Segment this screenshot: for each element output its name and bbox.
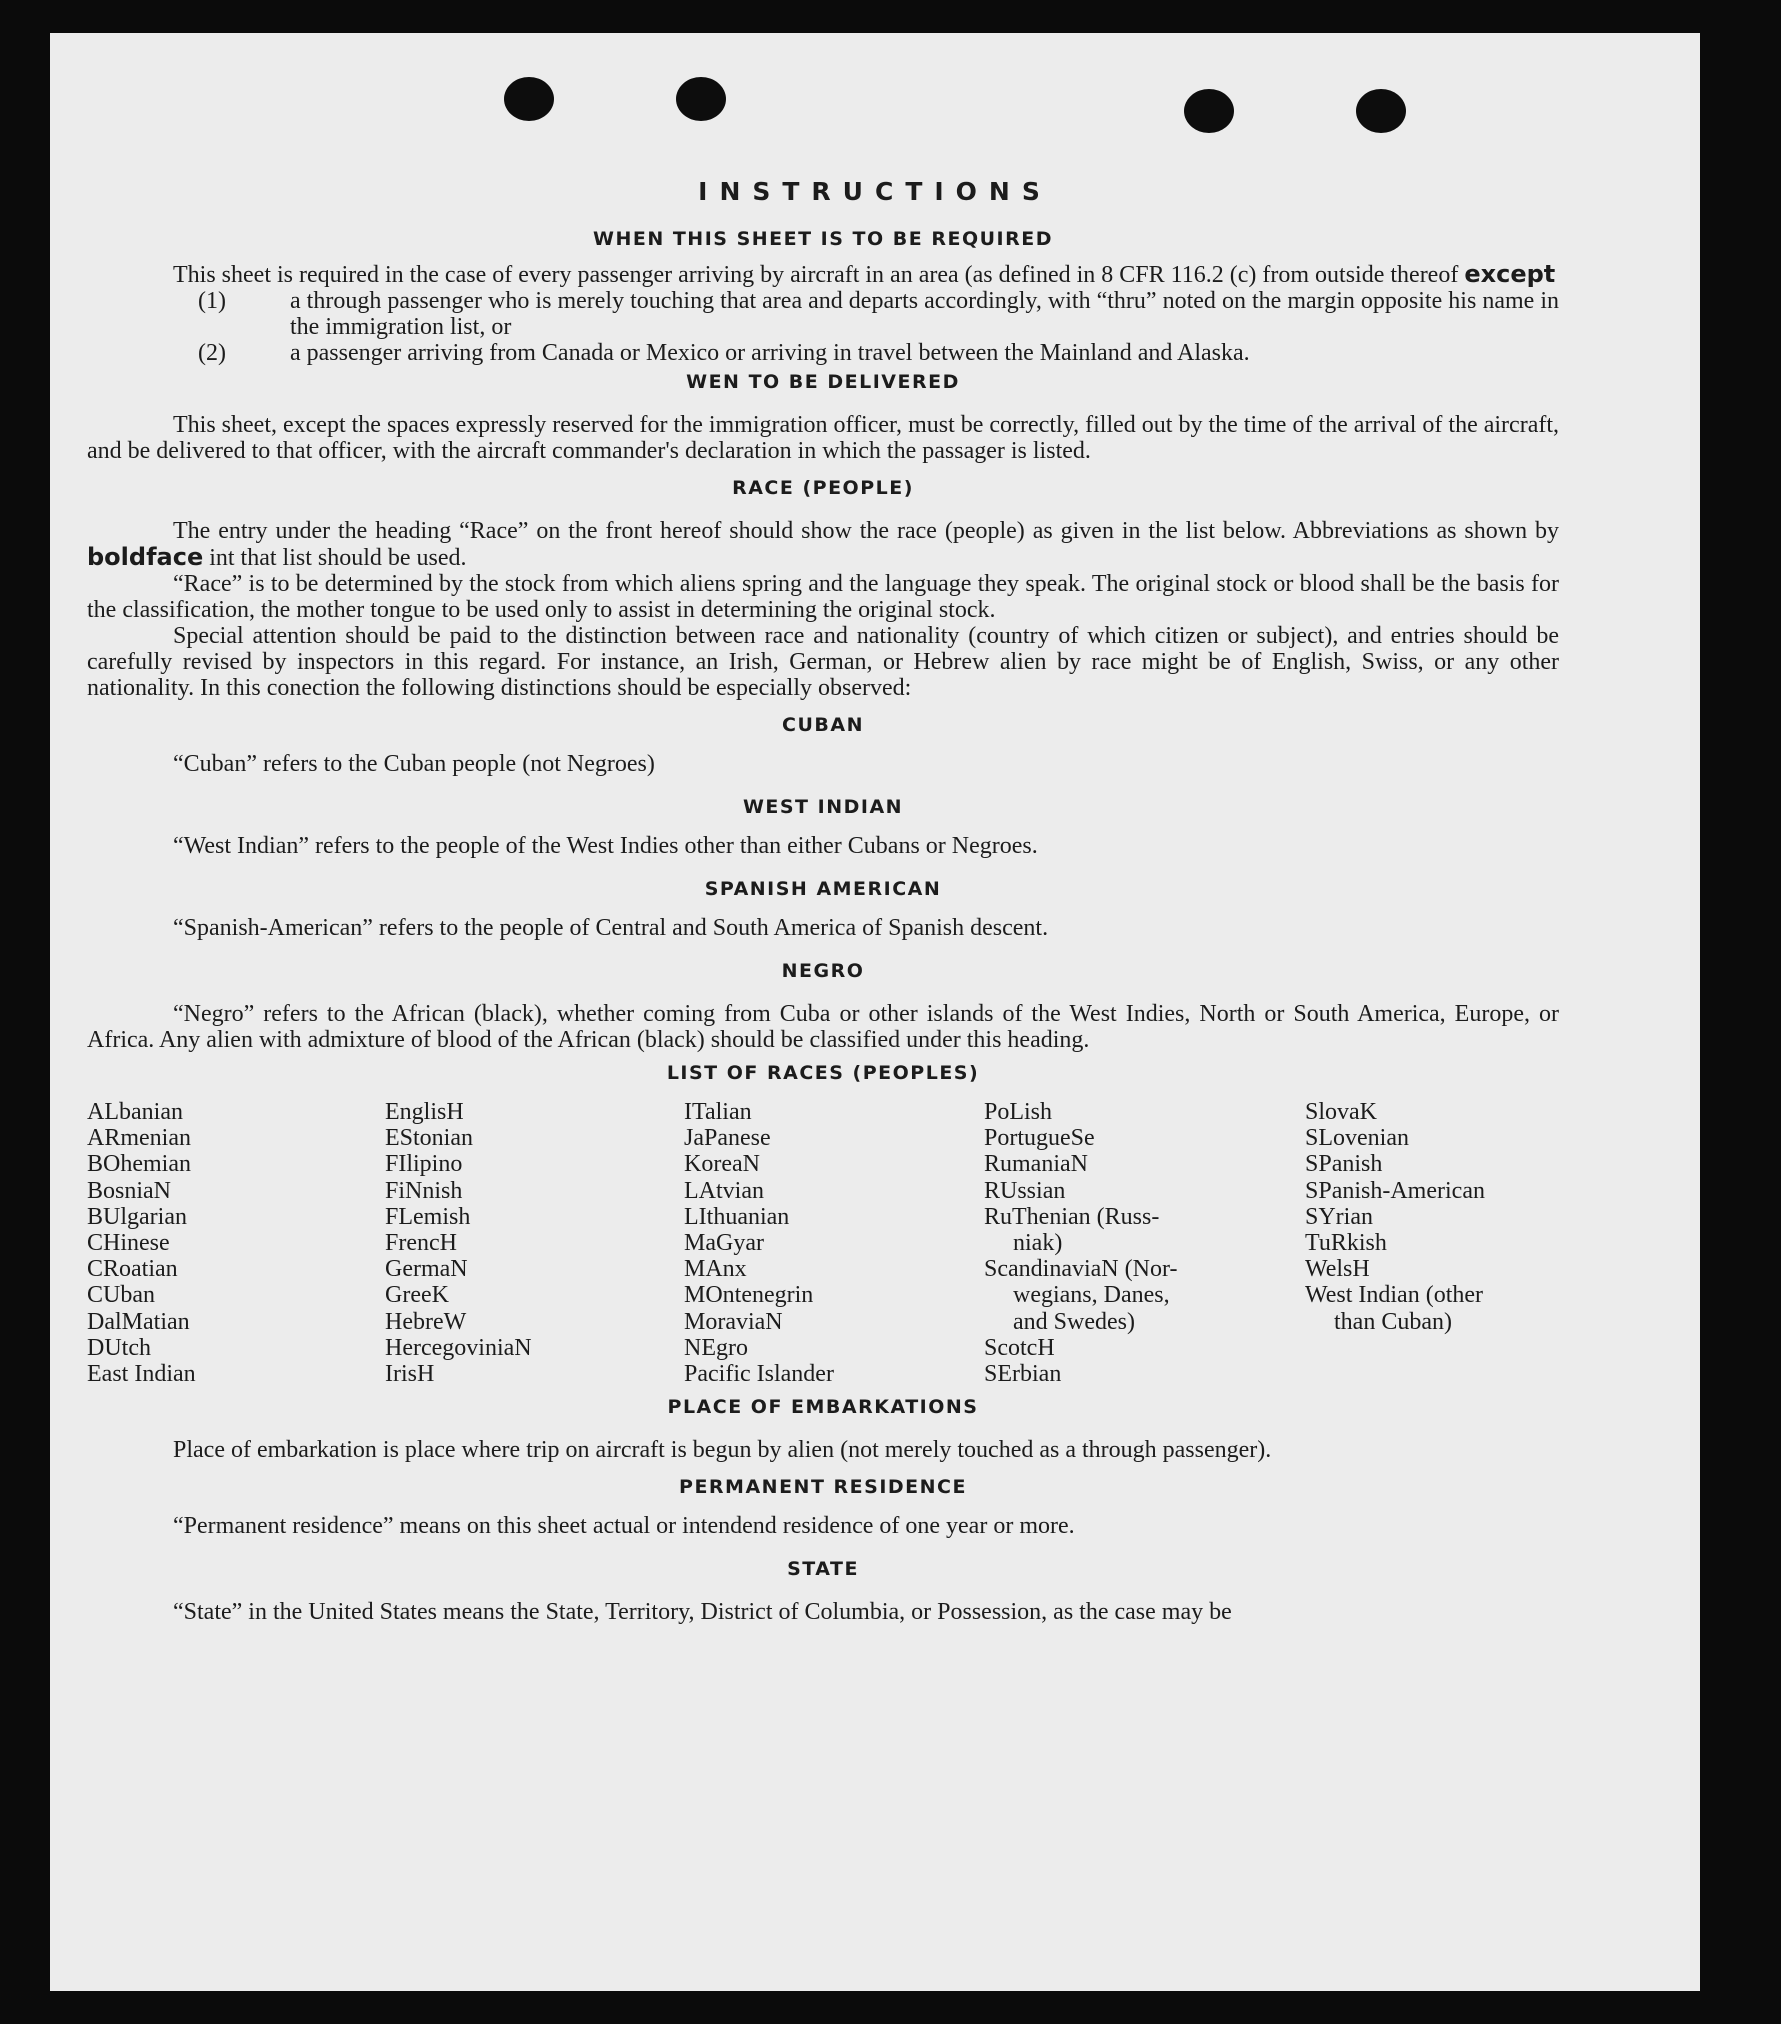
paragraph: Place of embarkation is place where trip on aircraft is begun by alien (not merely touched as a through passenger). <box>173 1437 1272 1464</box>
race-item: Pacific Islander <box>684 1361 834 1388</box>
race-item: West Indian (other <box>1305 1282 1484 1309</box>
list-item <box>87 288 1559 340</box>
race-item: GermaN <box>385 1256 468 1283</box>
paragraph-text: The entry under the heading “Race” on the front hereof should show the race (people) as given in the list below. Abbreviations as shown by <box>173 518 1559 544</box>
race-item: ScotcH <box>984 1334 1055 1361</box>
paragraph: “Spanish-American” refers to the people of Central and South America of Spanish descent. <box>173 915 1049 941</box>
paragraph: “State” in the United States means the State, Territory, District of Columbia, or Possession, as the case may be <box>173 1599 1232 1626</box>
race-column <box>385 1099 684 1387</box>
item-number: (2) <box>198 340 226 366</box>
punch-hole <box>676 77 726 121</box>
section-heading: PERMANENT RESIDENCE <box>679 1476 967 1499</box>
bold-text: boldface <box>87 543 204 571</box>
race-item: BUlgarian <box>87 1203 187 1230</box>
paragraph: “West Indian” refers to the people of the West Indies other than either Cubans or Negroes. <box>173 833 1038 859</box>
race-item: KoreaN <box>684 1151 760 1178</box>
race-item-continued: than Cuban) <box>1334 1308 1452 1335</box>
punch-hole <box>504 77 554 121</box>
race-item: EStonian <box>385 1125 473 1152</box>
item-text: a through passenger who is merely touching that area and departs accordingly, with “thru” noted on the margin opposite his name in the immigration list, or <box>290 288 1559 340</box>
race-item: FrencH <box>385 1230 457 1257</box>
race-item: RUssian <box>984 1177 1066 1204</box>
race-item: SPanish <box>1305 1151 1383 1178</box>
item-number: (1) <box>198 288 226 314</box>
race-item: HebreW <box>385 1308 467 1335</box>
paragraph: This sheet, except the spaces expressly reserved for the immigration officer, must be correctly, filled out by the time of the arrival of the aircraft, and be delivered to that officer, with the aircraft commander's declaration in which the passager is listed. <box>87 412 1559 464</box>
paragraph: “Negro” refers to the African (black), whether coming from Cuba or other islands of the West Indies, North or South America, Europe, or Africa. Any alien with admixture of blood of the African (black) should be classified under this heading. <box>87 1001 1559 1053</box>
race-item: LAtvian <box>684 1177 764 1204</box>
paragraph-text: int that list should be used. <box>209 545 467 571</box>
document-page <box>50 33 1700 1991</box>
punch-hole <box>1356 89 1406 133</box>
race-item: GreeK <box>385 1282 449 1309</box>
paragraph: “Race” is to be determined by the stock from which aliens spring and the language they speak. The original stock or blood shall be the basis for the classification, the mother tongue to be used only to assist in determining the original stock. <box>87 571 1559 623</box>
race-item: MoraviaN <box>684 1308 783 1335</box>
race-item: HercegoviniaN <box>385 1334 532 1361</box>
paragraph-text: This sheet is required in the case of every passenger arriving by aircraft in an area (as defined in 8 CFR 116.2 (c) from outside thereof <box>173 262 1459 288</box>
race-item: FiNnish <box>385 1177 463 1204</box>
section-heading: WEN TO BE DELIVERED <box>686 371 960 393</box>
race-column <box>684 1099 984 1387</box>
race-item: MAnx <box>684 1256 747 1283</box>
section-heading: LIST OF RACES (PEOPLES) <box>666 1062 980 1084</box>
section-heading: PLACE OF EMBARKATIONS <box>667 1396 979 1419</box>
section-heading: NEGRO <box>781 960 865 982</box>
race-item: EnglisH <box>385 1099 464 1125</box>
race-item: MOntenegrin <box>684 1282 814 1309</box>
section-heading: CUBAN <box>782 714 864 736</box>
race-item: CRoatian <box>87 1256 178 1283</box>
item-text: a passenger arriving from Canada or Mexico or arriving in travel between the Mainland and Alaska. <box>290 340 1250 366</box>
section-heading: SPANISH AMERICAN <box>704 878 942 900</box>
section-heading: WEST INDIAN <box>742 796 904 818</box>
race-item: RuThenian (Russ- <box>984 1203 1160 1230</box>
race-item: JaPanese <box>684 1125 771 1152</box>
race-item: ARmenian <box>87 1125 191 1152</box>
race-column <box>87 1099 385 1387</box>
race-item: SLovenian <box>1305 1125 1409 1152</box>
paragraph <box>87 518 1559 571</box>
race-item: RumaniaN <box>984 1151 1088 1178</box>
instructions-body <box>87 223 1559 1625</box>
race-item: PoLish <box>984 1099 1053 1125</box>
race-item-continued: wegians, Danes, <box>1013 1282 1170 1309</box>
race-item: WelsH <box>1305 1256 1370 1283</box>
paragraph: Special attention should be paid to the distinction between race and nationality (country of which citizen or subject), and entries should be carefully revised by inspectors in this regard. For instance, an Irish, German, or Hebrew alien by race might be of English, Swiss, or any other nationality. In this conection the following distinctions should be especially observed: <box>87 623 1559 701</box>
race-item: DalMatian <box>87 1308 190 1335</box>
race-item: CUban <box>87 1282 155 1309</box>
race-item: SlovaK <box>1305 1099 1377 1125</box>
race-item: LIthuanian <box>684 1203 790 1230</box>
race-item: IrisH <box>385 1361 435 1388</box>
page-title: INSTRUCTIONS <box>698 177 1052 206</box>
bold-text: except <box>1464 260 1556 288</box>
section-heading: WHEN THIS SHEET IS TO BE REQUIRED <box>592 228 1053 250</box>
race-item: MaGyar <box>684 1230 764 1257</box>
race-item: ALbanian <box>87 1099 183 1125</box>
race-item: BOhemian <box>87 1151 191 1178</box>
race-item-continued: and Swedes) <box>1013 1308 1135 1335</box>
race-column <box>1305 1099 1559 1387</box>
race-item: ScandinaviaN (Nor- <box>984 1256 1178 1283</box>
race-item: FIlipino <box>385 1151 463 1178</box>
punch-hole <box>1184 89 1234 133</box>
race-item: SErbian <box>984 1361 1062 1388</box>
race-item: PortugueSe <box>984 1125 1095 1152</box>
race-item: TuRkish <box>1305 1230 1387 1257</box>
race-item: DUtch <box>87 1334 151 1361</box>
section-heading: RACE (PEOPLE) <box>732 477 914 499</box>
paragraph: “Cuban” refers to the Cuban people (not Negroes) <box>173 751 655 777</box>
race-column <box>984 1099 1305 1387</box>
paragraph <box>87 261 1559 288</box>
paragraph: “Permanent residence” means on this sheet actual or intendend residence of one year or more. <box>173 1513 1075 1540</box>
section-heading: STATE <box>787 1558 859 1581</box>
race-item: BosniaN <box>87 1177 171 1204</box>
race-list <box>87 1099 1559 1387</box>
race-item: ITalian <box>684 1099 752 1125</box>
race-item: NEgro <box>684 1334 748 1361</box>
race-item-continued: niak) <box>1013 1230 1063 1257</box>
race-item: FLemish <box>385 1203 471 1230</box>
race-item: SYrian <box>1305 1203 1373 1230</box>
race-item: SPanish-American <box>1305 1177 1485 1204</box>
race-item: CHinese <box>87 1230 170 1257</box>
list-item <box>87 340 1559 366</box>
race-item: East Indian <box>87 1361 196 1388</box>
